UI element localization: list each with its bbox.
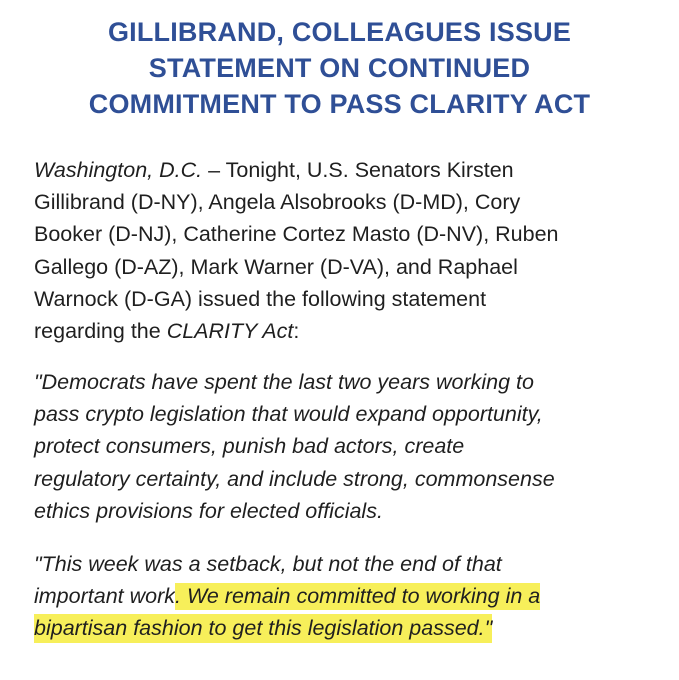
- dateline: Washington, D.C.: [34, 158, 203, 182]
- press-release-headline: [20, 14, 659, 122]
- quote1-line-5: ethics provisions for elected officials.: [34, 498, 383, 523]
- headline-line-3: COMMITMENT TO PASS CLARITY ACT: [88, 89, 591, 119]
- quote-paragraph-2: [34, 548, 654, 645]
- quote2-line-1: "This week was a setback, but not the end of that: [34, 552, 502, 576]
- quote-paragraph-1: [34, 366, 654, 527]
- quote2-line-3: [34, 612, 654, 644]
- highlighted-text-continued: bipartisan fashion to get this legislation passed.": [34, 616, 493, 641]
- quote1-line-2: pass crypto legislation that would expand opportunity,: [34, 402, 543, 427]
- act-name: CLARITY Act: [166, 319, 294, 344]
- highlighted-text: . We remain committed to working in a: [175, 584, 541, 609]
- intro-line-6-post: :: [293, 319, 300, 344]
- intro-line-6: [34, 315, 654, 347]
- headline-line-1: GILLIBRAND, COLLEAGUES ISSUE: [107, 17, 572, 47]
- quote1-line-3: protect consumers, punish bad actors, create: [34, 434, 465, 459]
- quote2-line-2-plain: important work: [34, 584, 175, 609]
- quote2-line-2: [34, 580, 654, 612]
- intro-line-2: Gillibrand (D-NY), Angela Alsobrooks (D-MD), Cory: [34, 190, 521, 215]
- intro-line-5: Warnock (D-GA) issued the following statement: [34, 286, 487, 311]
- quote1-line-1: "Democrats have spent the last two years working to: [34, 370, 534, 394]
- intro-line-3: Booker (D-NJ), Catherine Cortez Masto (D-NV), Ruben: [34, 222, 559, 247]
- headline-line-2: STATEMENT ON CONTINUED: [148, 53, 531, 83]
- intro-line-1-text: – Tonight, U.S. Senators Kirsten: [202, 158, 514, 182]
- intro-line-4: Gallego (D-AZ), Mark Warner (D-VA), and Raphael: [34, 254, 518, 279]
- intro-paragraph: [34, 154, 654, 347]
- quote1-line-4: regulatory certainty, and include strong, commonsense: [34, 466, 555, 491]
- intro-line-1: [34, 154, 654, 186]
- intro-line-6-pre: regarding the: [34, 319, 167, 344]
